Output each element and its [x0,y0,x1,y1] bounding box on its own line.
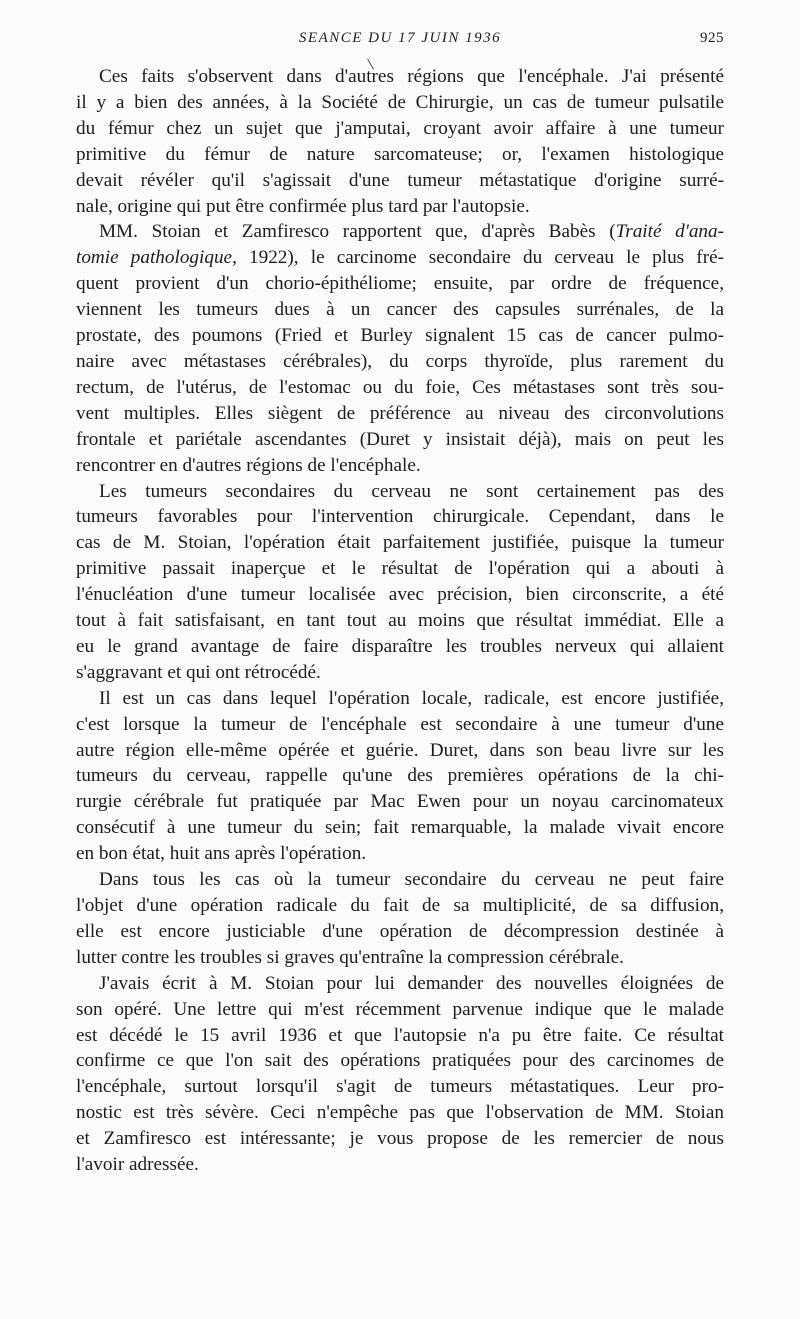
page-header [76,30,724,56]
paragraph-4 [76,686,724,867]
text-line: frontale et pariétale ascendantes (Duret y insistait déjà), mais on peut les [76,428,724,450]
text-line: J'avais écrit à M. Stoian pour lui demander des nouvelles éloignées de [99,972,724,994]
paragraph-1 [76,64,724,219]
body-text [76,64,724,1178]
text-line: nale, origine qui put être confirmée plus tard par l'autopsie. [76,195,530,217]
book-title-italic: tomie pathologique [76,247,233,269]
text-line: autre région elle-même opérée et guérie. Duret, dans son beau livre sur les [76,739,724,761]
book-title-italic: Traité d'ana- [615,221,724,243]
text-line: Ces faits s'observent dans d'autres régions que l'encéphale. J'ai présenté [99,66,724,87]
text-line: rencontrer en d'autres régions de l'encéphale. [76,454,421,476]
text-line: confirme ce que l'on sait des opérations pratiquées pour des carcinomes de [76,1050,724,1072]
text-line: prostate, des poumons (Fried et Burley signalent 15 cas de cancer pulmo- [76,325,724,347]
text-line: cas de M. Stoian, l'opération était parfaitement justifiée, puisque la tumeur [76,532,724,554]
text-line: naire avec métastases cérébrales), du corps thyroïde, plus rarement du [76,350,724,372]
text-line: viennent les tumeurs dues à un cancer des capsules surrénales, de la [76,299,724,321]
text-line: l'encéphale, surtout lorsqu'il s'agit de tumeurs métastatiques. Leur pro- [76,1076,724,1098]
paragraph-2 [76,219,724,478]
text-line: c'est lorsque la tumeur de l'encéphale est secondaire à une tumeur d'une [76,713,724,735]
text-line: et Zamfiresco est intéressante; je vous propose de les remercier de nous [76,1128,724,1150]
text-line: du fémur chez un sujet que j'amputai, croyant avoir affaire à une tumeur [76,117,724,139]
text-line: tumeurs du cerveau, rappelle qu'une des premières opérations de la chi- [76,765,724,787]
text-line: l'énucléation d'une tumeur localisée avec précision, bien circonscrite, a été [76,584,724,606]
text-line: il y a bien des années, à la Société de Chirurgie, un cas de tumeur pulsatile [76,91,724,113]
text-line: Il est un cas dans lequel l'opération locale, radicale, est encore justifiée, [99,687,724,709]
text-line-with-citation: MM. Stoian et Zamfiresco rapportent que, d'après Babès (Traité d'ana- [99,221,724,243]
text-line: est décédé le 15 avril 1936 et que l'autopsie n'a pu être faite. Ce résultat [76,1024,724,1046]
text-line: quent provient d'un chorio-épithéliome; ensuite, par ordre de fréquence, [76,273,724,295]
text-line: primitive du fémur de nature sarcomateuse; or, l'examen histologique [76,143,724,165]
text-line: rurgie cérébrale fut pratiquée par Mac Ewen pour un noyau carcinomateux [76,791,724,813]
text-line: consécutif à une tumeur du sein; fait remarquable, la malade vivait encore [76,817,724,839]
text-line: tumeurs favorables pour l'intervention chirurgicale. Cependant, dans le [76,506,724,528]
text-line: vent multiples. Elles siègent de préférence au niveau des circonvolutions [76,402,724,424]
text-line: elle est encore justiciable d'une opération de décompression destinée à [76,920,724,942]
text-line: eu le grand avantage de faire disparaître les troubles nerveux qui allaient [76,635,724,657]
page-number: 925 [700,30,724,46]
text-line: tout à fait satisfaisant, en tant tout au moins que résultat immédiat. Elle a [76,610,724,632]
text-line: s'aggravant et qui ont rétrocédé. [76,661,321,683]
text-line: l'objet d'une opération radicale du fait de sa multiplicité, de sa diffusion, [76,895,724,916]
text-line: lutter contre les troubles si graves qu'entraîne la compression cérébrale. [76,946,624,968]
text-line: primitive passait inaperçue et le résultat de l'opération qui a abouti à [76,558,724,580]
text-line-with-citation: tomie pathologique, 1922), le carcinome secondaire du cerveau le plus fré- [76,247,724,269]
text-line: Dans tous les cas où la tumeur secondaire du cerveau ne peut faire [99,869,724,891]
text-line: devait révéler qu'il s'agissait d'une tumeur métastatique d'origine surré- [76,169,724,191]
paragraph-6 [76,971,724,1178]
text-line: rectum, de l'utérus, de l'estomac ou du foie, Ces métastases sont très sou- [76,376,724,398]
text-line: en bon état, huit ans après l'opération. [76,843,367,865]
text-line: l'avoir adressée. [76,1154,199,1176]
text-line: nostic est très sévère. Ceci n'empêche pas que l'observation de MM. Stoian [76,1102,724,1124]
running-title: SEANCE DU 17 JUIN 1936 [298,30,502,46]
paragraph-5 [76,867,724,971]
paragraph-3 [76,479,724,686]
text-line: Les tumeurs secondaires du cerveau ne sont certainement pas des [99,480,724,502]
text-line: son opéré. Une lettre qui m'est récemment parvenue indique que le malade [76,998,724,1020]
